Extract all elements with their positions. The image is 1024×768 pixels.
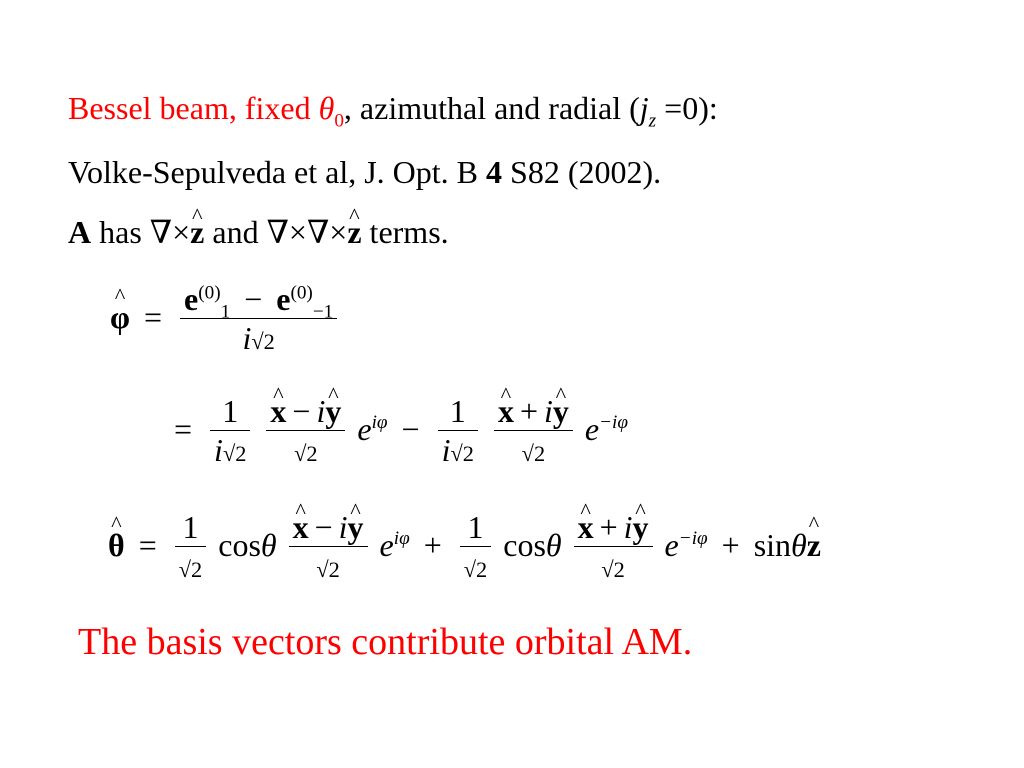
sqrt-2: √2: [316, 557, 340, 582]
i-symbol: i: [623, 509, 633, 545]
plus-sign: +: [423, 526, 442, 563]
z-hat: ^ z: [807, 527, 821, 564]
numerator-one: 1: [460, 508, 491, 547]
xy-denominator: [289, 547, 368, 589]
terms-line: [68, 212, 449, 252]
xy-fraction: [266, 392, 345, 473]
superscript-0: (0): [290, 282, 313, 304]
sqrt-2: √2: [222, 441, 247, 466]
e-vector: e: [276, 281, 291, 317]
xy-denominator: [266, 431, 345, 473]
cos-function: cos: [218, 526, 261, 563]
i-symbol: i: [316, 393, 326, 429]
theta-symbol: θ: [545, 526, 562, 563]
equals-sign: =: [174, 410, 193, 447]
sqrt-2: √2: [294, 441, 318, 466]
plus-sign: +: [519, 393, 538, 429]
equation-phi: [110, 280, 341, 361]
xy-denominator: [574, 547, 653, 589]
x-hat: ^ x: [270, 392, 286, 430]
coef-denominator: [175, 547, 206, 589]
xy-fraction: [494, 392, 573, 473]
xy-numerator: [494, 392, 573, 431]
xy-denominator: [494, 431, 573, 473]
heading-text-b: =0):: [656, 90, 718, 126]
xy-numerator: [266, 392, 345, 431]
cos-function: cos: [503, 526, 546, 563]
y-hat: ^ y: [633, 508, 649, 546]
superscript-0: (0): [198, 282, 221, 304]
z-hat-2: ^ z: [347, 212, 361, 252]
exp-negative: −iφ: [678, 528, 708, 550]
phi-numerator: [180, 280, 337, 323]
x-hat: ^ x: [293, 508, 309, 546]
reference-text-b: S82 (2002).: [502, 154, 662, 190]
equation-expansion: [168, 392, 628, 473]
conclusion-text: The basis vectors contribute orbital AM.: [78, 621, 693, 663]
y-hat: ^ y: [325, 392, 341, 430]
theta-hat: ^ θ: [108, 527, 125, 564]
i-symbol: i: [441, 432, 451, 468]
theta-symbol: θ: [791, 526, 807, 563]
coef-fraction: [175, 508, 206, 589]
sin-function: sin: [753, 526, 792, 563]
numerator-one: 1: [210, 392, 250, 431]
plus-sign: +: [599, 509, 618, 545]
minus-sign: −: [401, 410, 420, 447]
plus-sign: +: [721, 526, 740, 563]
i-symbol: i: [214, 432, 223, 468]
minus-sign: −: [314, 509, 333, 545]
equals-sign: =: [143, 298, 163, 335]
heading-red-text: Bessel beam, fixed: [68, 90, 311, 126]
exp-positive: iφ: [371, 412, 388, 434]
sqrt-2: √2: [601, 557, 625, 582]
sqrt-2: √2: [178, 557, 203, 582]
terms-has: has ∇×: [91, 214, 191, 250]
xy-fraction: [289, 508, 368, 589]
exp-negative: −iφ: [599, 412, 628, 434]
z-hat-1: ^ z: [190, 212, 204, 252]
terms-end: terms.: [361, 214, 449, 250]
equation-theta: [108, 508, 821, 589]
y-hat: ^ y: [553, 392, 569, 430]
coef-denominator: [438, 431, 478, 473]
exp-e: e: [357, 410, 372, 447]
reference-line: [68, 152, 661, 192]
sqrt-2: √2: [251, 329, 275, 354]
x-hat: ^ x: [498, 392, 514, 430]
coef-denominator: [210, 431, 250, 473]
i-symbol: i: [338, 509, 348, 545]
numerator-one: 1: [438, 392, 478, 431]
vector-A: A: [68, 214, 92, 250]
sqrt-2: √2: [450, 441, 474, 466]
sqrt-2: √2: [521, 441, 546, 466]
theta-symbol: θ: [318, 90, 335, 126]
heading-line: [68, 88, 718, 132]
theta-subscript: 0: [334, 110, 344, 132]
phi-hat: ^ φ: [110, 299, 130, 336]
xy-numerator: [289, 508, 368, 547]
i-symbol: i: [242, 320, 252, 356]
terms-and: and ∇×∇×: [204, 214, 348, 250]
minus-sign: −: [292, 393, 311, 429]
coef-fraction: [438, 392, 478, 473]
i-symbol: i: [543, 393, 553, 429]
numerator-one: 1: [175, 508, 206, 547]
xy-fraction: [574, 508, 653, 589]
e-vector: e: [184, 281, 199, 317]
equals-sign: =: [138, 526, 157, 563]
j-symbol: j: [639, 90, 649, 126]
phi-denominator: [180, 319, 337, 361]
coef-denominator: [460, 547, 491, 589]
exp-e: e: [664, 526, 679, 563]
j-subscript: z: [648, 110, 657, 132]
subscript-minus-1: −1: [312, 301, 334, 323]
x-hat: ^ x: [578, 508, 594, 546]
exp-e: e: [584, 410, 600, 447]
coef-fraction: [460, 508, 491, 589]
minus-sign: −: [244, 281, 263, 317]
sqrt-2: √2: [463, 557, 488, 582]
heading-text-a: , azimuthal and radial (: [343, 90, 640, 126]
coef-fraction: [210, 392, 250, 473]
exp-e: e: [379, 526, 394, 563]
xy-numerator: [574, 508, 653, 547]
theta-symbol: θ: [260, 526, 277, 563]
reference-volume: 4: [486, 154, 503, 190]
exp-positive: iφ: [393, 528, 410, 550]
subscript-1: 1: [220, 301, 231, 323]
reference-text-a: Volke-Sepulveda et al, J. Opt. B: [68, 154, 487, 190]
phi-fraction: [180, 280, 337, 361]
y-hat: ^ y: [348, 508, 364, 546]
